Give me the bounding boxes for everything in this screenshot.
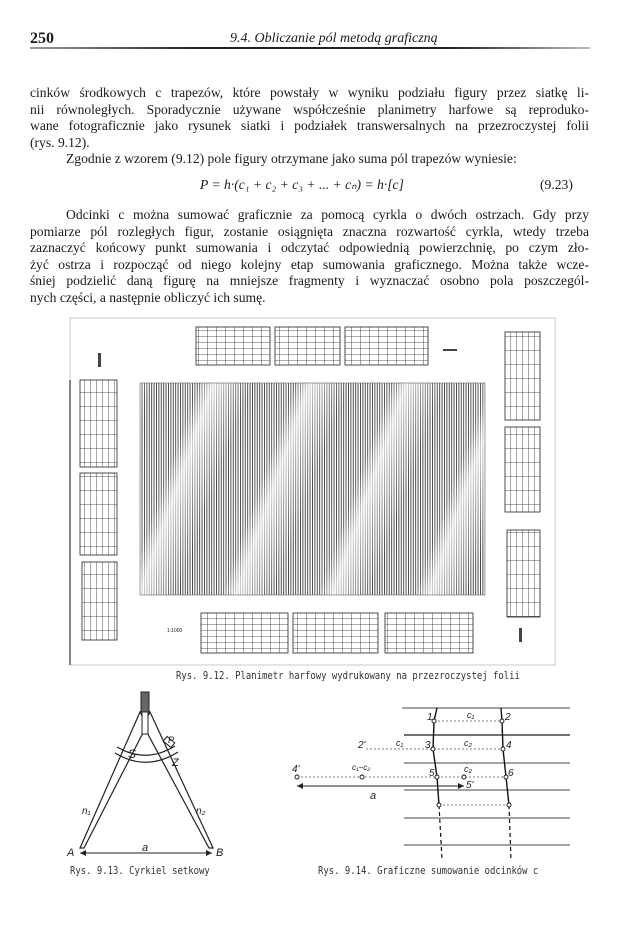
body-text-line: nii równoległych. Sporadycznie używane współcześnie planimetry harfowe są reproduko- (30, 101, 589, 117)
figure-label: 2 (505, 712, 511, 723)
body-text-line: pomiarze pól rozległych figur, zostanie osiągnięta znaczna rozwartość cyrkla, wtedy trzeba (30, 223, 589, 239)
figure-label: 1 (427, 712, 433, 723)
body-text-line: zaznaczyć końcowy punkt sumowania i odczytać odpowiednią powierzchnię, po czym zło- (30, 240, 589, 255)
label-s: S (128, 747, 137, 761)
body-text-line: cinków środkowych c trapezów, które powstały w wyniku podziału figury przez siatkę li- (30, 85, 589, 100)
label-z: Z (172, 757, 179, 769)
equation-number: (9.23) (540, 177, 573, 192)
label-b-point: B (216, 847, 224, 859)
label-n1: n₁ (82, 806, 91, 817)
figure-caption-9-14: Rys. 9.14. Graficzne sumowanie odcinków c (318, 865, 539, 877)
body-text-line: żyć ostrza i rozpocząć od niego kolejny etap sumowania graficznego. Można także wcze- (30, 256, 589, 272)
label-distance: a (142, 842, 149, 854)
figure-label: c₂ (464, 764, 472, 774)
label-n2: n₂ (196, 806, 206, 817)
figure-label: 3 (425, 740, 431, 751)
figure-label: 4' (292, 764, 300, 775)
figure-label: c₁ (467, 710, 475, 720)
figure-label: 5' (466, 780, 474, 791)
figure-label: 5 (429, 768, 435, 779)
body-text-line: (rys. 9.12). (30, 134, 90, 150)
running-title: 9.4. Obliczanie pól metodą graficzną (230, 31, 438, 46)
figure-label: 2' (358, 740, 366, 751)
figure-label: c₁ (396, 738, 404, 748)
figure-label: 6 (508, 768, 514, 779)
page-number: 250 (30, 30, 54, 47)
scale-label: 1:1000 (167, 628, 183, 634)
figure-caption-9-13: Rys. 9.13. Cyrkiel setkowy (70, 865, 210, 877)
body-text-line: Zgodnie z wzorem (9.12) pole figury otrzymane jako suma pól trapezów wyniesie: (66, 151, 517, 166)
equation: P = h·(c₁ + c₂ + c₃ + ... + cₙ) = h·[c] (200, 177, 404, 192)
figure-label: c₁−c₂ (352, 763, 371, 772)
figure-label: c₂ (464, 738, 472, 748)
label-a-point: A (67, 847, 75, 859)
figure-label: a (370, 790, 377, 802)
body-text-line: śniej podzielić daną figurę na mniejsze fragmenty i wyznaczać osobno pola poszczegól- (30, 273, 589, 288)
body-text-line: wane fotograficznie jako rysunek siatki i podziałek transwersalnych na przezroczystej folii (30, 118, 589, 133)
figure-caption-9-12: Rys. 9.12. Planimetr harfowy wydrukowany na przezroczystej folii (176, 670, 520, 682)
body-text-line: nych części, a następnie obliczyć ich sumę. (30, 289, 266, 305)
figure-label: 4 (506, 740, 512, 751)
label-p: P (168, 735, 175, 745)
body-text-line: Odcinki c można sumować graficznie za pomocą cyrkla o dwóch ostrzach. Gdy przy (66, 207, 589, 222)
